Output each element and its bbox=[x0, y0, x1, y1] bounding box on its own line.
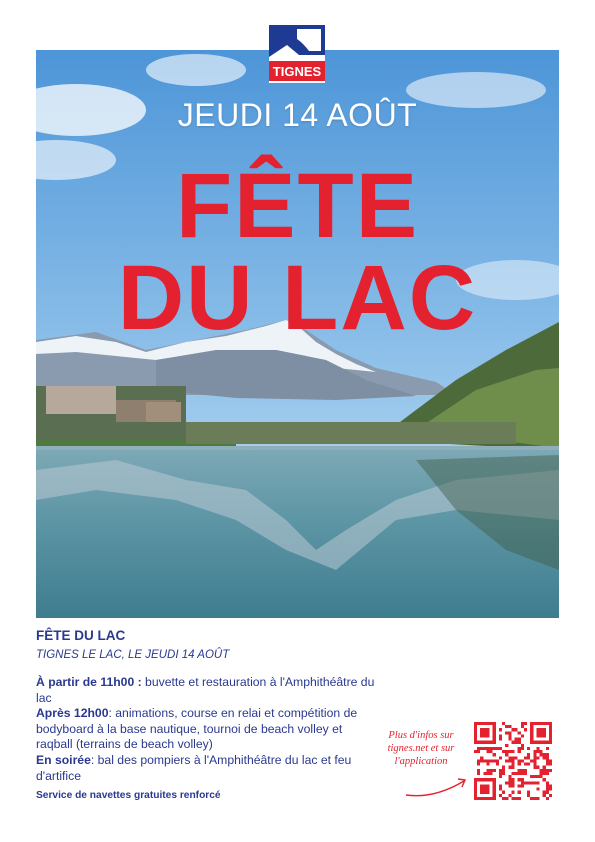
schedule-text: : animations, course en relai et compétition de bodyboard à la base nautique, tournoi de beach volley et raqball (terrains de beach volley) bbox=[36, 706, 358, 752]
event-info bbox=[36, 628, 376, 801]
logo-text: TIGNES bbox=[272, 64, 322, 79]
event-date: JEUDI 14 AOÛT bbox=[177, 97, 418, 133]
more-info-text: Plus d'infos sur tignes.net et sur l'application bbox=[387, 730, 455, 767]
schedule-label: En soirée bbox=[36, 752, 91, 767]
tignes-logo bbox=[269, 25, 325, 83]
arrow-right-icon bbox=[404, 769, 474, 799]
event-title-line2: DU LAC bbox=[117, 247, 478, 349]
qr-code[interactable] bbox=[474, 722, 552, 800]
schedule-text: buvette et restauration à l'Amphithéâtre du lac bbox=[36, 675, 375, 705]
info-heading: FÊTE DU LAC bbox=[36, 628, 126, 643]
schedule-item bbox=[36, 675, 376, 706]
shuttle-note: Service de navettes gratuites renforcé bbox=[36, 790, 221, 802]
event-title-line1: FÊTE bbox=[175, 155, 420, 257]
schedule-item bbox=[36, 753, 376, 784]
schedule-label: À partir de 11h00 : bbox=[36, 675, 142, 689]
info-subheading: TIGNES LE LAC, LE JEUDI 14 AOÛT bbox=[36, 649, 230, 661]
schedule-item bbox=[36, 706, 376, 753]
schedule-label: Après 12h00 bbox=[36, 706, 109, 721]
schedule-text: : bal des pompiers à l'Amphithéâtre du lac et feu d'artifice bbox=[36, 752, 352, 783]
